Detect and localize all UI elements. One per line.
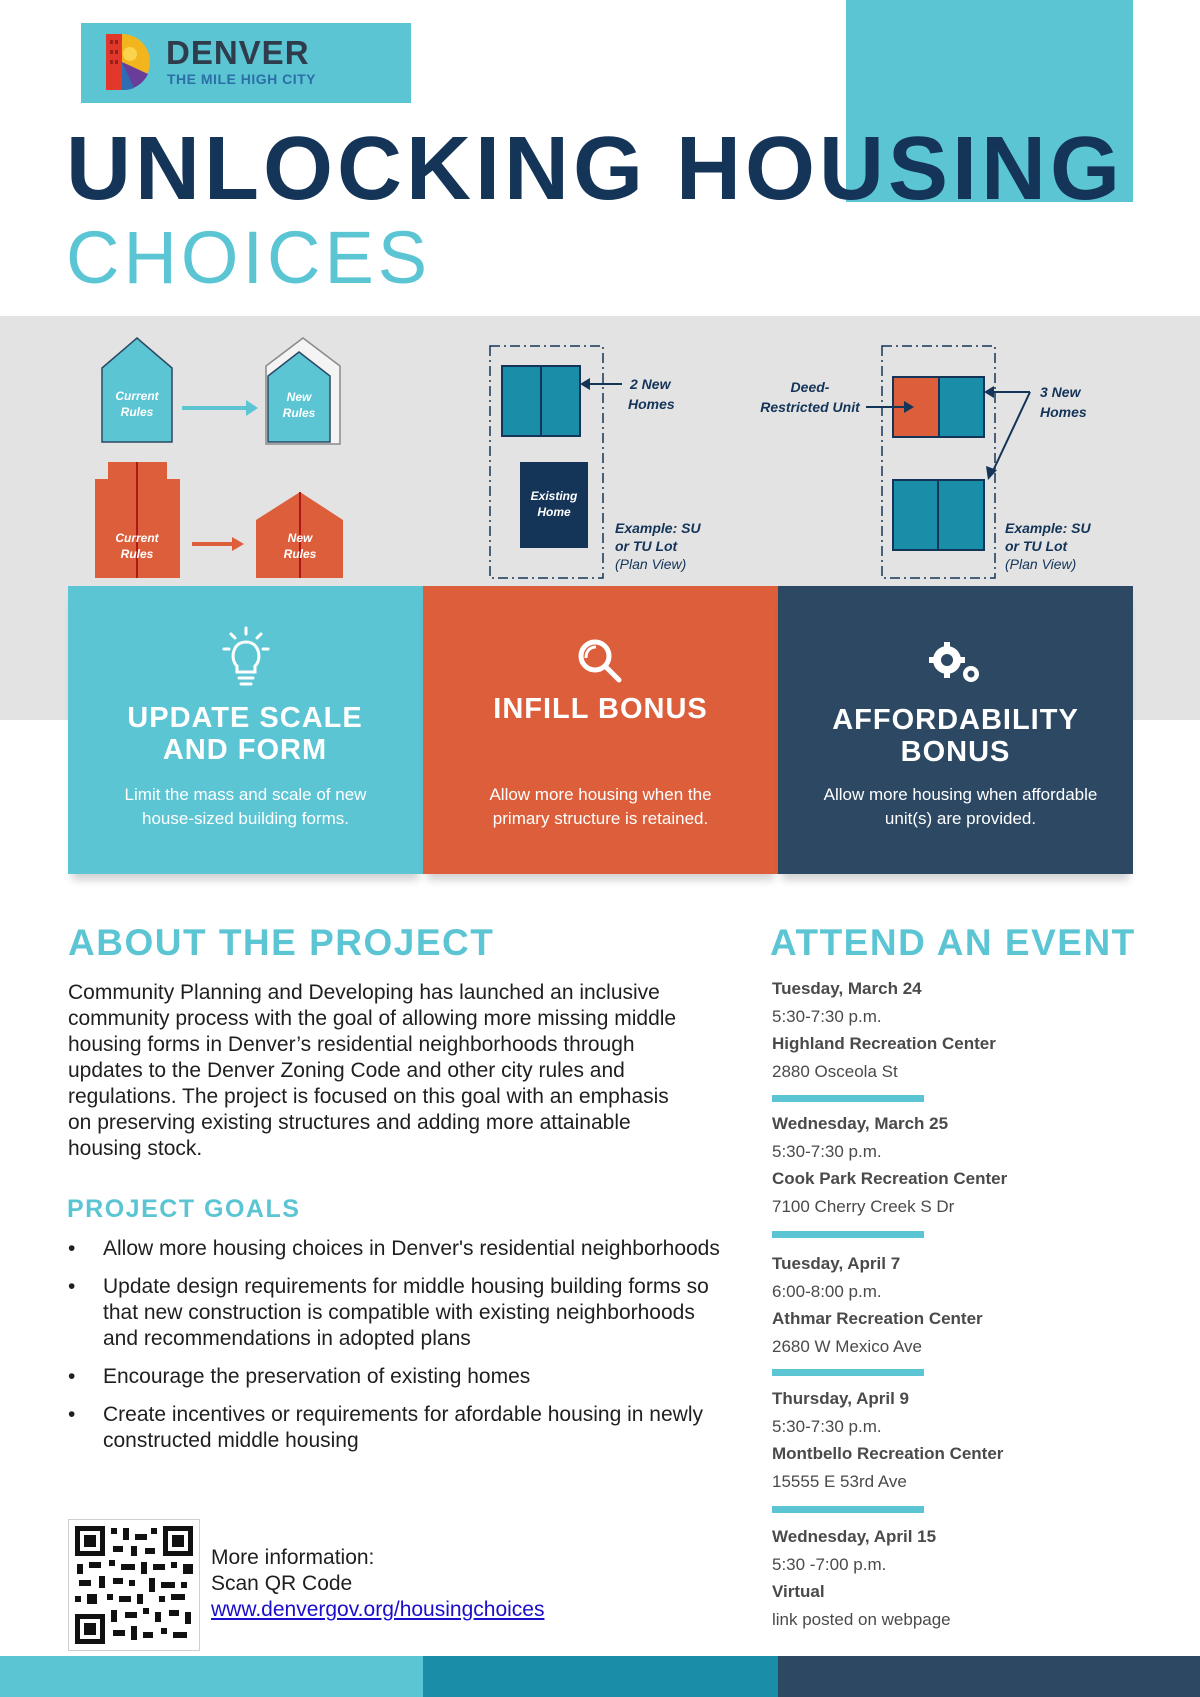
- deed-line1: Deed-: [790, 379, 830, 395]
- goal-item: [68, 1402, 728, 1454]
- footer-bar-navy: [778, 1656, 1200, 1697]
- goal-text: Update design requirements for middle housing building forms so that new construction is compatible with existing neighborhoods and recommendations in adopted plans: [103, 1275, 709, 1350]
- infill-example-line3: (Plan View): [615, 556, 687, 572]
- about-paragraph: Community Planning and Developing has launched an inclusive community process with the goal of allowing more missing middle housing forms in Denver’s residential neighborhoods through updates to the Denver Zoning Code and other city rules and regulations. The project is focused on this goal with an emphasis on preserving existing structures and adding more attainable housing stock.: [68, 981, 677, 1160]
- afford-callout-line1: 3 New: [1040, 384, 1081, 400]
- panel-infill-text: Allow more housing when the primary structure is retained.: [489, 785, 712, 828]
- scan-qr-label: Scan QR Code: [211, 1572, 353, 1595]
- new-rules-orange-house: [256, 492, 343, 578]
- event-address: 15555 E 53rd Ave: [772, 1472, 907, 1491]
- event-venue: Cook Park Recreation Center: [772, 1169, 1008, 1188]
- orange-before-line2: Rules: [120, 547, 154, 561]
- event-address: 2680 W Mexico Ave: [772, 1337, 922, 1356]
- magnifier-icon: [575, 636, 627, 686]
- event-time: 5:30-7:30 p.m.: [772, 1007, 882, 1026]
- event-item: [772, 979, 1092, 1089]
- existing-line1: Existing: [530, 489, 578, 503]
- bullet: •: [68, 1403, 76, 1426]
- event-day: Thursday, April 9: [772, 1389, 909, 1408]
- new-rules-teal-house: [266, 338, 340, 444]
- afford-example-line3: (Plan View): [1005, 556, 1077, 572]
- affordability-lot-diagram: [760, 346, 1091, 578]
- teal-arrow-icon: [182, 400, 258, 416]
- event-day: Wednesday, April 15: [772, 1527, 937, 1546]
- event-venue: Athmar Recreation Center: [772, 1309, 983, 1328]
- infill-callout-line2: Homes: [628, 396, 675, 412]
- current-rules-teal-house: [102, 338, 172, 442]
- event-venue: Virtual: [772, 1582, 825, 1601]
- infill-lot-diagram: [490, 346, 701, 578]
- event-item: [772, 1114, 1092, 1224]
- goal-text: Allow more housing choices in Denver's residential neighborhoods: [103, 1237, 720, 1260]
- infill-callout-line1: 2 New: [630, 376, 671, 392]
- event-item: [772, 1254, 1092, 1364]
- infill-example-line2: or TU Lot: [615, 538, 678, 554]
- lightbulb-icon: [222, 626, 270, 688]
- footer-bar-teal: [0, 1656, 423, 1697]
- denver-logo-mark-icon: [104, 30, 168, 94]
- event-venue: Montbello Recreation Center: [772, 1444, 1004, 1463]
- orange-after-line2: Rules: [283, 547, 317, 561]
- event-time: 5:30-7:30 p.m.: [772, 1142, 882, 1161]
- event-time: 5:30 -7:00 p.m.: [772, 1555, 887, 1574]
- goal-text: Encourage the preservation of existing homes: [103, 1365, 531, 1388]
- housing-diagrams: [0, 316, 1200, 586]
- teal-before-line1: Current: [115, 389, 159, 403]
- event-divider: [772, 1369, 924, 1376]
- bullet: •: [68, 1275, 76, 1298]
- afford-example-line2: or TU Lot: [1005, 538, 1068, 554]
- orange-before-line1: Current: [115, 531, 159, 545]
- panel-affordability-bonus: [778, 586, 1133, 874]
- afford-callout-line2: Homes: [1040, 404, 1087, 420]
- event-time: 5:30-7:30 p.m.: [772, 1417, 882, 1436]
- panel-update-scale-title: UPDATE SCALE AND FORM: [127, 702, 363, 766]
- panel-affordability-title: AFFORDABILITY BONUS: [832, 704, 1079, 768]
- teal-after-line2: Rules: [282, 406, 316, 420]
- goals-list: [68, 1236, 728, 1466]
- event-divider: [772, 1506, 924, 1513]
- bullet: •: [68, 1365, 76, 1388]
- existing-line2: Home: [537, 505, 571, 519]
- goal-item: [68, 1364, 728, 1390]
- bullet: •: [68, 1237, 76, 1260]
- event-heading: ATTEND AN EVENT: [770, 922, 1136, 963]
- event-address: 7100 Cherry Creek S Dr: [772, 1197, 955, 1216]
- panel-update-scale: [68, 586, 423, 874]
- event-day: Tuesday, April 7: [772, 1254, 901, 1273]
- event-divider: [772, 1095, 924, 1102]
- goal-item: [68, 1274, 728, 1352]
- current-rules-orange-house: [95, 462, 180, 578]
- panel-affordability-text: Allow more housing when affordable unit(s) are provided.: [823, 785, 1098, 828]
- goals-heading: PROJECT GOALS: [67, 1195, 301, 1223]
- page-subtitle: CHOICES: [66, 216, 432, 299]
- event-item: [772, 1527, 1092, 1637]
- event-item: [772, 1389, 1092, 1499]
- event-divider: [772, 1231, 924, 1238]
- teal-after-line1: New: [286, 390, 312, 404]
- event-time: 6:00-8:00 p.m.: [772, 1282, 882, 1301]
- goal-item: [68, 1236, 728, 1262]
- event-day: Tuesday, March 24: [772, 979, 922, 998]
- gears-icon: [929, 642, 983, 686]
- event-venue: Highland Recreation Center: [772, 1034, 996, 1053]
- panel-infill-bonus: [423, 586, 778, 874]
- housingchoices-link[interactable]: www.denvergov.org/housingchoices: [211, 1598, 545, 1621]
- qr-code-icon[interactable]: [68, 1519, 200, 1651]
- infill-example-line1: Example: SU: [615, 520, 701, 536]
- event-day: Wednesday, March 25: [772, 1114, 949, 1133]
- more-info-block: [211, 1545, 544, 1623]
- logo-tagline: THE MILE HIGH CITY: [167, 71, 316, 87]
- teal-before-line2: Rules: [120, 405, 154, 419]
- page-title: UNLOCKING HOUSING: [66, 119, 1124, 219]
- orange-after-line1: New: [287, 531, 313, 545]
- event-address: 2880 Osceola St: [772, 1062, 898, 1081]
- event-address: link posted on webpage: [772, 1610, 951, 1629]
- panel-infill-title: INFILL BONUS: [493, 693, 708, 725]
- orange-arrow-icon: [192, 537, 244, 551]
- panel-update-scale-text: Limit the mass and scale of new house-sized building forms.: [124, 785, 367, 828]
- footer-bar-deep-teal: [423, 1656, 778, 1697]
- deed-line2: Restricted Unit: [760, 399, 860, 415]
- goal-text: Create incentives or requirements for afordable housing in newly constructed middle housing: [103, 1403, 703, 1452]
- more-info-label: More information:: [211, 1546, 375, 1569]
- about-heading: ABOUT THE PROJECT: [68, 922, 495, 963]
- logo-name: DENVER: [166, 34, 310, 71]
- afford-example-line1: Example: SU: [1005, 520, 1091, 536]
